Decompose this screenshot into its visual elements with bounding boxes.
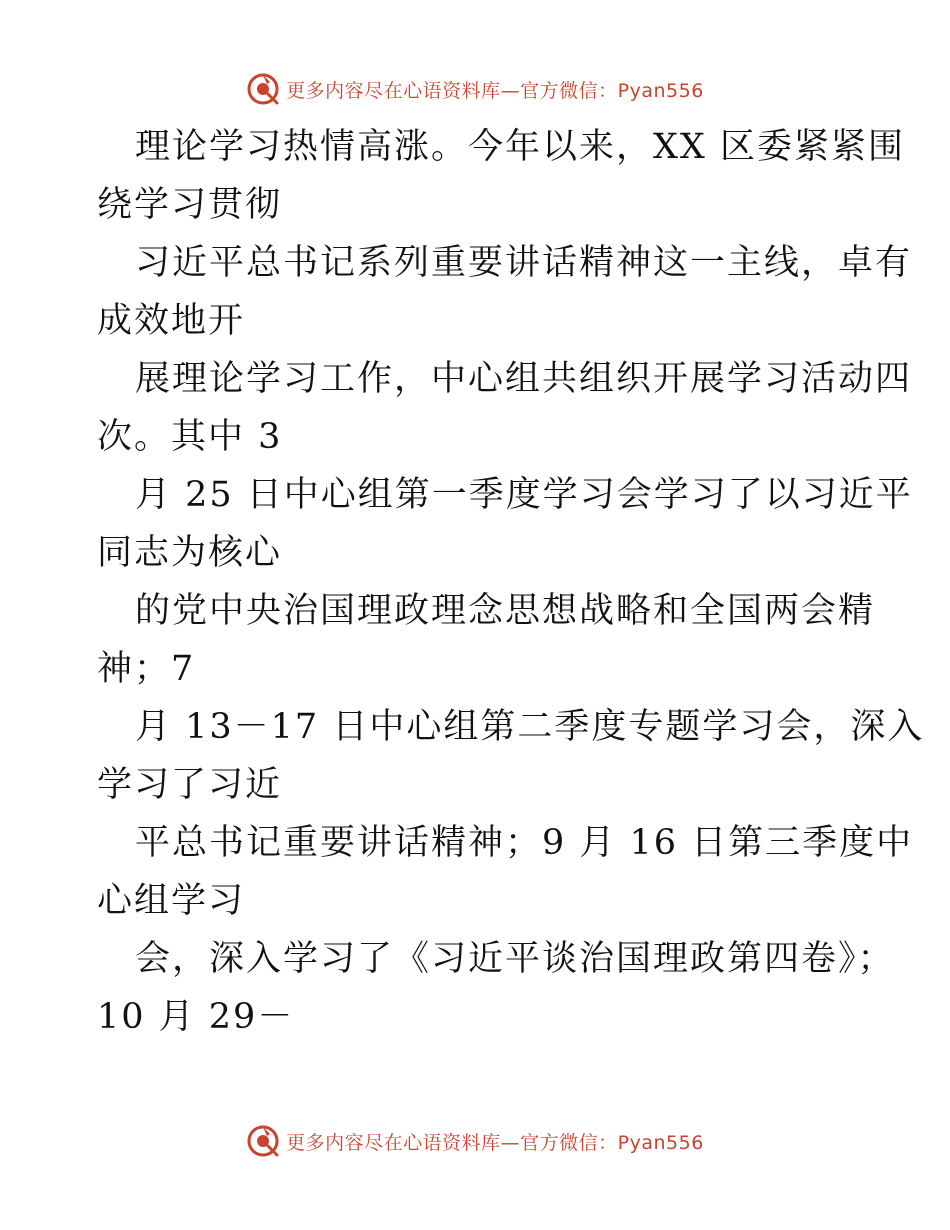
text-line: 平总书记重要讲话精神；9 月 16 日第三季度中 bbox=[135, 823, 914, 863]
text-line: 神；7 bbox=[97, 649, 196, 689]
text-line: 成效地开 bbox=[97, 301, 246, 341]
text-line: 同志为核心 bbox=[97, 533, 283, 573]
header-banner bbox=[0, 72, 950, 106]
brand-logo-icon bbox=[246, 1124, 280, 1158]
text-line: 10 月 29－ bbox=[97, 997, 295, 1037]
text-line: 理论学习热情高涨。今年以来，XX 区委紧紧围 bbox=[135, 127, 905, 167]
text-line: 会，深入学习了《习近平谈治国理政第四卷》； bbox=[135, 939, 895, 979]
text-line: 绕学习贯彻 bbox=[97, 185, 283, 225]
text-line: 月 25 日中心组第一季度学习会学习了以习近平 bbox=[135, 475, 913, 515]
text-line: 展理论学习工作，中心组共组织开展学习活动四 bbox=[135, 359, 913, 399]
text-line: 心组学习 bbox=[97, 881, 246, 921]
footer-banner bbox=[0, 1124, 950, 1158]
text-line: 学习了习近 bbox=[97, 765, 283, 805]
text-line: 习近平总书记系列重要讲话精神这一主线，卓有 bbox=[135, 243, 913, 283]
brand-logo-icon bbox=[246, 72, 280, 106]
document-body bbox=[97, 118, 925, 1046]
header-banner-text: 更多内容尽在心语资料库—官方微信：Pyan556 bbox=[286, 79, 704, 102]
text-line: 的党中央治国理政理念思想战略和全国两会精 bbox=[135, 591, 876, 631]
text-line: 月 13－17 日中心组第二季度专题学习会，深入 bbox=[135, 707, 925, 747]
text-line: 次。其中 3 bbox=[97, 417, 283, 457]
footer-banner-text: 更多内容尽在心语资料库—官方微信：Pyan556 bbox=[286, 1131, 704, 1154]
